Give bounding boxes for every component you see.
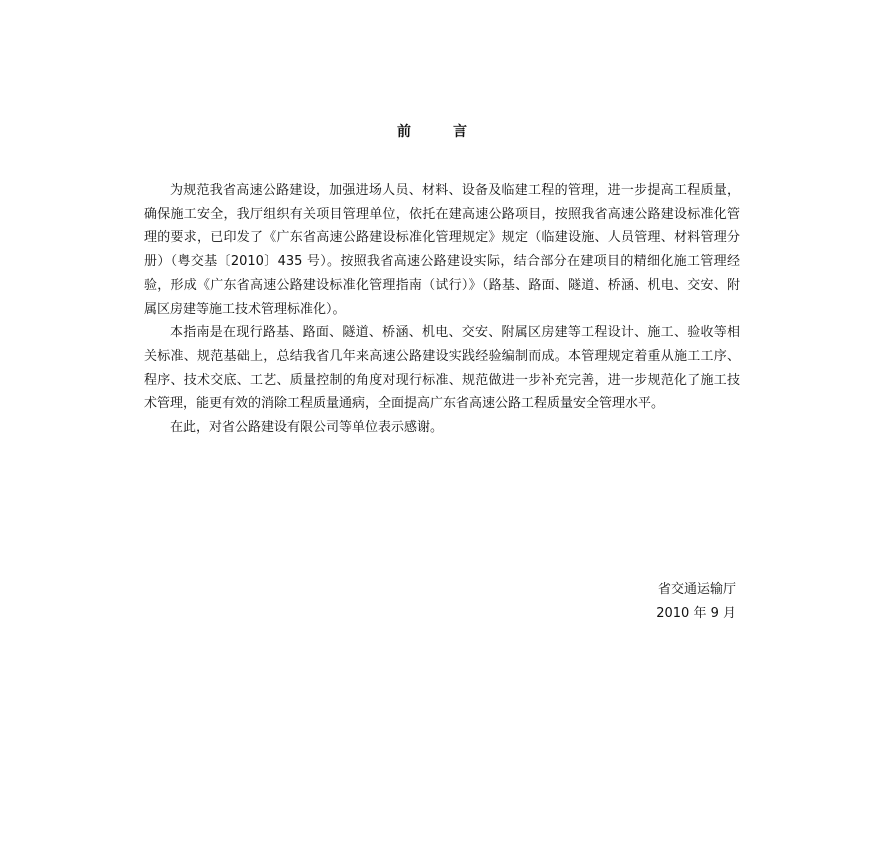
- paragraph-3: 在此，对省公路建设有限公司等单位表示感谢。: [170, 420, 444, 436]
- paragraph-2: 本指南是在现行路基、路面、隧道、桥涵、机电、交安、附属区房建等工程设计、施工、验收等相关标准、规范基础上，总结我省几年来高速公路建设实践经验编制而成。本管理规定着重从施工工序、程序、技术交底、工艺、质量控制的角度对现行标准、规范做进一步补充完善，进一步规范化了施工技术管理，能更有效的消除工程质量通病，全面提高广东省高速公路工程质量安全管理水平。: [144, 325, 740, 412]
- paragraph-1: 为规范我省高速公路建设，加强进场人员、材料、设备及临建工程的管理，进一步提高工程质量，确保施工安全，我厅组织有关项目管理单位，依托在建高速公路项目，按照我省高速公路建设标准化管理的要求，已印发了《广东省高速公路建设标准化管理规定》规定（临建设施、人员管理、材料管理分册）（粤交基〔2010〕435 号）。按照我省高速公路建设实际，结合部分在建项目的精细化施工管理经验，形成《广东省高速公路建设标准化管理指南（试行）》（路基、路面、隧道、桥涵、机电、交安、附属区房建等施工技术管理标准化）。: [144, 183, 740, 317]
- document-title: 前 言: [397, 124, 481, 140]
- signature-block: [656, 578, 736, 626]
- signature-date: 2010 年 9 月: [656, 606, 736, 621]
- signature-organization: 省交通运输厅: [657, 582, 736, 597]
- document-body: [144, 179, 740, 440]
